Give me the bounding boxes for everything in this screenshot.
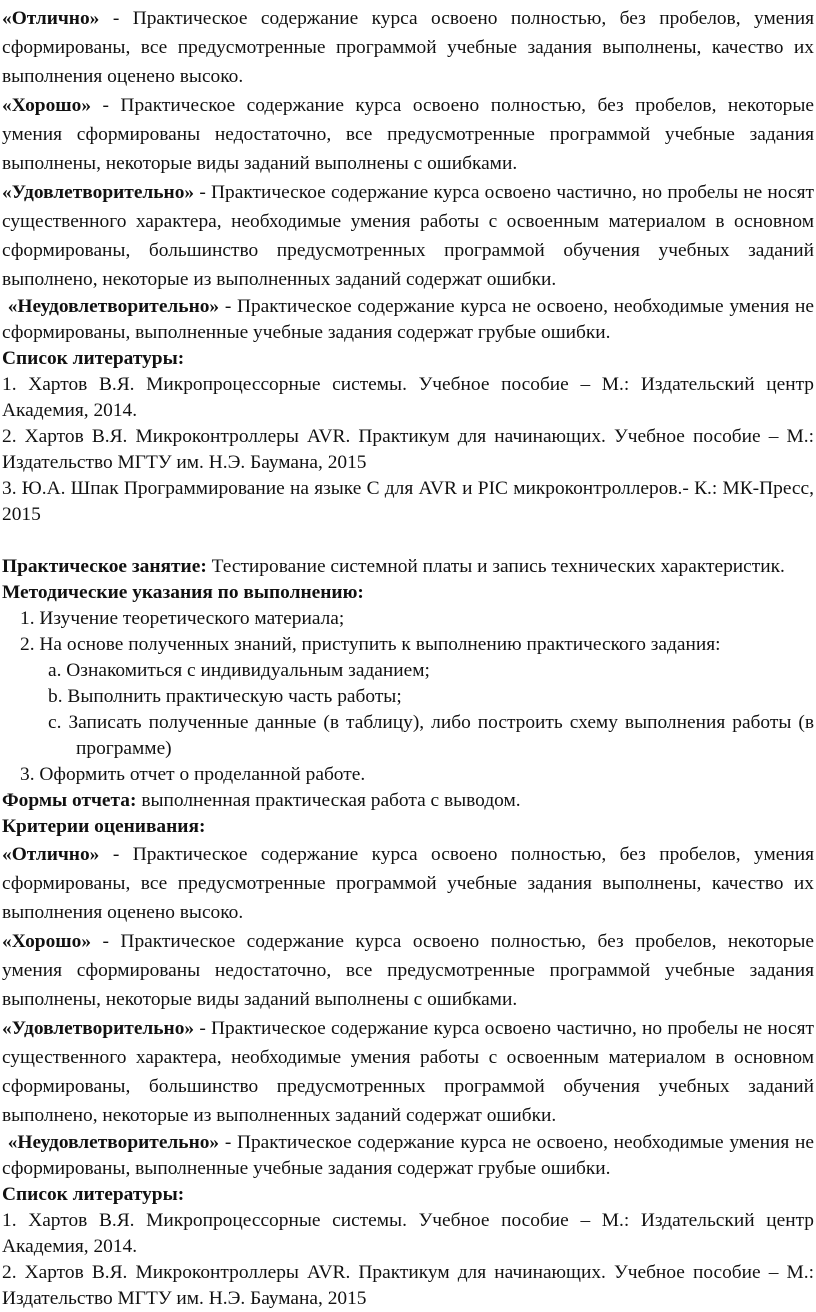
criteria-excellent [2, 840, 814, 927]
grade-label: «Отлично» [2, 844, 100, 865]
grade-text: - Практическое содержание курса освоено полностью, без пробелов, некоторые умения сформированы недостаточно, все предусмотренные программой учебные задания выполнены, некоторые виды заданий выполнены с ошибками. [2, 931, 814, 1010]
literature-item: 3. Ю.А. Шпак Программирование на языке С для AVR и PIC микроконтроллеров.- К.: МК-Пресс, 2015 [2, 478, 814, 525]
method-substep: b. Выполнить практическую часть работы; [48, 686, 402, 707]
grade-text: - Практическое содержание курса освоено полностью, без пробелов, некоторые умения сформированы недостаточно, все предусмотренные программой учебные задания выполнены, некоторые виды заданий выполнены с ошибками. [2, 95, 814, 174]
grade-label: «Удовлетворительно» [2, 1018, 195, 1039]
method-step: 1. Изучение теоретического материала; [20, 608, 345, 629]
criteria-excellent [2, 4, 814, 91]
grade-text: - Практическое содержание курса освоено частично, но пробелы не носят существенного характера, необходимые умения работы с освоенным материалом в основном сформированы, большинство предусмотренных программой обучения учебных заданий выполнено, некоторые из выполненных заданий содержат ошибки. [2, 182, 814, 290]
grade-text: - Практическое содержание курса не освоено, необходимые умения не сформированы, выполненные учебные задания содержат грубые ошибки. [2, 1132, 814, 1179]
report-form [2, 788, 814, 814]
criteria-unsatisfactory [2, 1130, 814, 1182]
spacer [2, 528, 814, 554]
literature-item: 2. Хартов В.Я. Микроконтроллеры AVR. Практикум для начинающих. Учебное пособие – М.: Издательство МГТУ им. Н.Э. Баумана, 2015 [2, 426, 814, 473]
grade-text: - Практическое содержание курса освоено полностью, без пробелов, умения сформированы, все предусмотренные программой учебные задания выполнены, качество их выполнения оценено высоко. [2, 844, 814, 923]
criteria-satisfactory [2, 178, 814, 294]
practical-label: Практическое занятие: [2, 556, 207, 577]
criteria-heading: Критерии оценивания: [2, 816, 206, 837]
grade-text: - Практическое содержание курса освоено частично, но пробелы не носят существенного характера, необходимые умения работы с освоенным материалом в основном сформированы, большинство предусмотренных программой обучения учебных заданий выполнено, некоторые из выполненных заданий содержат ошибки. [2, 1018, 814, 1126]
literature-item: 2. Хартов В.Я. Микроконтроллеры AVR. Практикум для начинающих. Учебное пособие – М.: Издательство МГТУ им. Н.Э. Баумана, 2015 [2, 1262, 814, 1309]
literature-item: 1. Хартов В.Я. Микропроцессорные системы. Учебное пособие – М.: Издательский центр Академия, 2014. [2, 374, 814, 421]
grade-text: - Практическое содержание курса не освоено, необходимые умения не сформированы, выполненные учебные задания содержат грубые ошибки. [2, 296, 814, 343]
practical-topic [2, 554, 814, 580]
report-label: Формы отчета: [2, 790, 137, 811]
grade-label: «Удовлетворительно» [2, 182, 195, 203]
method-heading: Методические указания по выполнению: [2, 582, 364, 603]
method-substep: a. Ознакомиться с индивидуальным заданием; [48, 660, 430, 681]
criteria-good [2, 91, 814, 178]
method-substep: c. Записать полученные данные (в таблицу), либо построить схему выполнения работы (в программе) [48, 712, 814, 759]
method-step: 2. На основе полученных знаний, приступить к выполнению практического задания: [20, 634, 721, 655]
practical-text: Тестирование системной платы и запись технических характеристик. [206, 556, 785, 577]
criteria-good [2, 927, 814, 1014]
grade-label: «Отлично» [2, 8, 100, 29]
literature-heading: Список литературы: [2, 1184, 185, 1205]
literature-item: 1. Хартов В.Я. Микропроцессорные системы. Учебное пособие – М.: Издательский центр Академия, 2014. [2, 1210, 814, 1257]
criteria-satisfactory [2, 1014, 814, 1130]
grade-text: - Практическое содержание курса освоено полностью, без пробелов, умения сформированы, все предусмотренные программой учебные задания выполнены, качество их выполнения оценено высоко. [2, 8, 814, 87]
criteria-unsatisfactory [2, 294, 814, 346]
grade-label: «Неудовлетворительно» [7, 1132, 220, 1153]
grade-label: «Неудовлетворительно» [7, 296, 220, 317]
method-step: 3. Оформить отчет о проделанной работе. [20, 764, 366, 785]
literature-heading: Список литературы: [2, 348, 185, 369]
report-text: выполненная практическая работа с выводом. [136, 790, 521, 811]
grade-label: «Хорошо» [2, 931, 92, 952]
grade-label: «Хорошо» [2, 95, 92, 116]
